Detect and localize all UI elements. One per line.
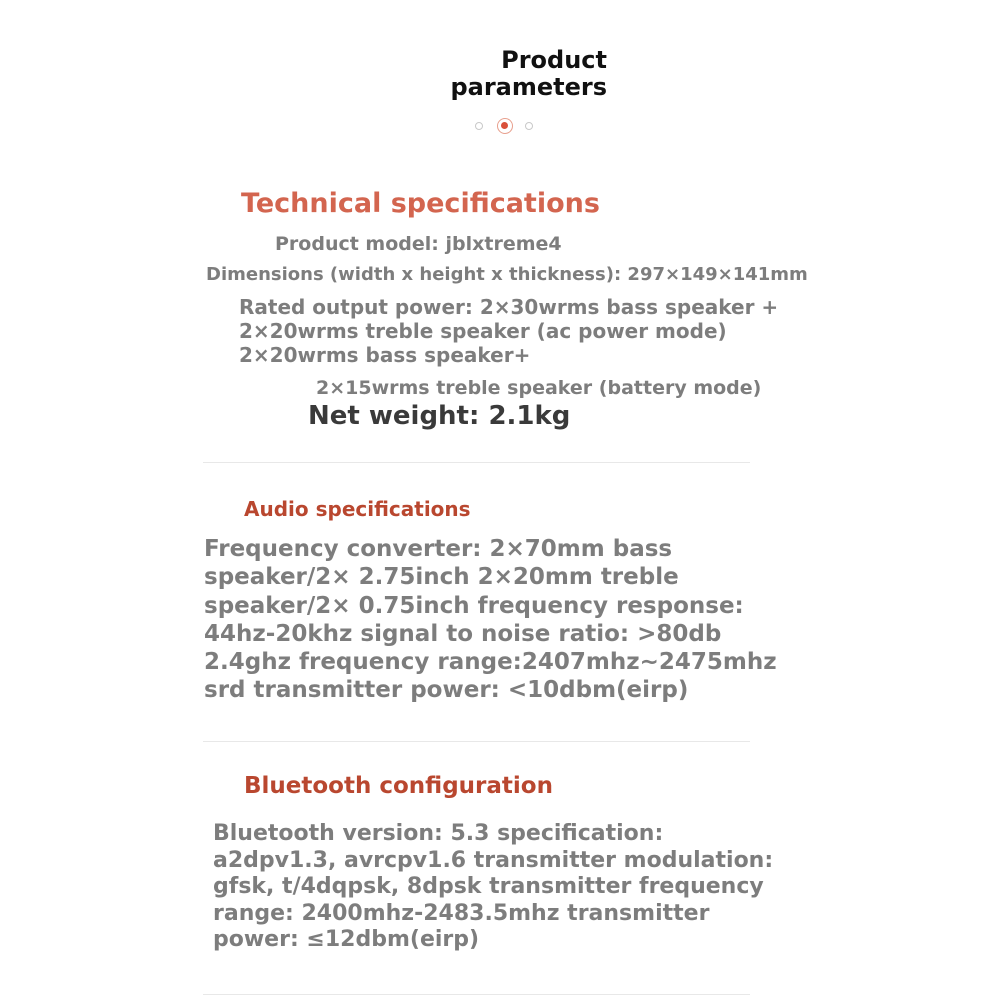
page-title-line-1: Product [501, 46, 607, 74]
audio-line: speaker/2× 0.75inch frequency response: [204, 592, 744, 619]
bluetooth-configuration-heading: Bluetooth configuration [244, 773, 553, 799]
power-line: 2×20wrms bass speaker+ [239, 343, 531, 367]
section-divider [203, 741, 750, 742]
battery-mode-power: 2×15wrms treble speaker (battery mode) [316, 377, 762, 399]
section-divider [203, 994, 750, 995]
section-divider [203, 462, 750, 463]
dimensions: Dimensions (width x height x thickness): 297×149×141mm [206, 264, 808, 285]
power-line: Rated output power: 2×30wrms bass speaker + [239, 295, 779, 319]
pagination-dot-1[interactable] [475, 122, 483, 130]
audio-specifications-body [204, 535, 777, 705]
carousel-pagination [470, 117, 540, 135]
audio-specifications-heading: Audio specifications [244, 497, 471, 521]
bluetooth-configuration-body [213, 821, 773, 954]
product-model: Product model: jblxtreme4 [275, 233, 562, 255]
bluetooth-line: gfsk, t/4dqpsk, 8dpsk transmitter frequency [213, 874, 764, 899]
audio-line: Frequency converter: 2×70mm bass [204, 536, 673, 562]
bluetooth-line: Bluetooth version: 5.3 specification: [213, 821, 664, 846]
page-title [450, 47, 607, 101]
net-weight: Net weight: 2.1kg [308, 401, 571, 431]
bluetooth-line: power: ≤12dbm(eirp) [213, 927, 480, 952]
audio-line: srd transmitter power: <10dbm(eirp) [204, 677, 689, 704]
audio-line: 2.4ghz frequency range:2407mhz~2475mhz [204, 649, 777, 676]
pagination-dot-3[interactable] [525, 122, 533, 130]
page-title-line-2: parameters [450, 73, 607, 101]
rated-output-power [239, 295, 778, 367]
power-line: 2×20wrms treble speaker (ac power mode) [239, 319, 727, 343]
technical-specifications-heading: Technical specifications [241, 188, 600, 219]
bluetooth-line: range: 2400mhz-2483.5mhz transmitter [213, 900, 710, 926]
audio-line: 44hz-20khz signal to noise ratio: >80db [204, 620, 722, 647]
audio-line: speaker/2× 2.75inch 2×20mm treble [204, 564, 679, 591]
bluetooth-line: a2dpv1.3, avrcpv1.6 transmitter modulation: [213, 847, 774, 873]
pagination-dot-2-active[interactable] [497, 118, 513, 134]
